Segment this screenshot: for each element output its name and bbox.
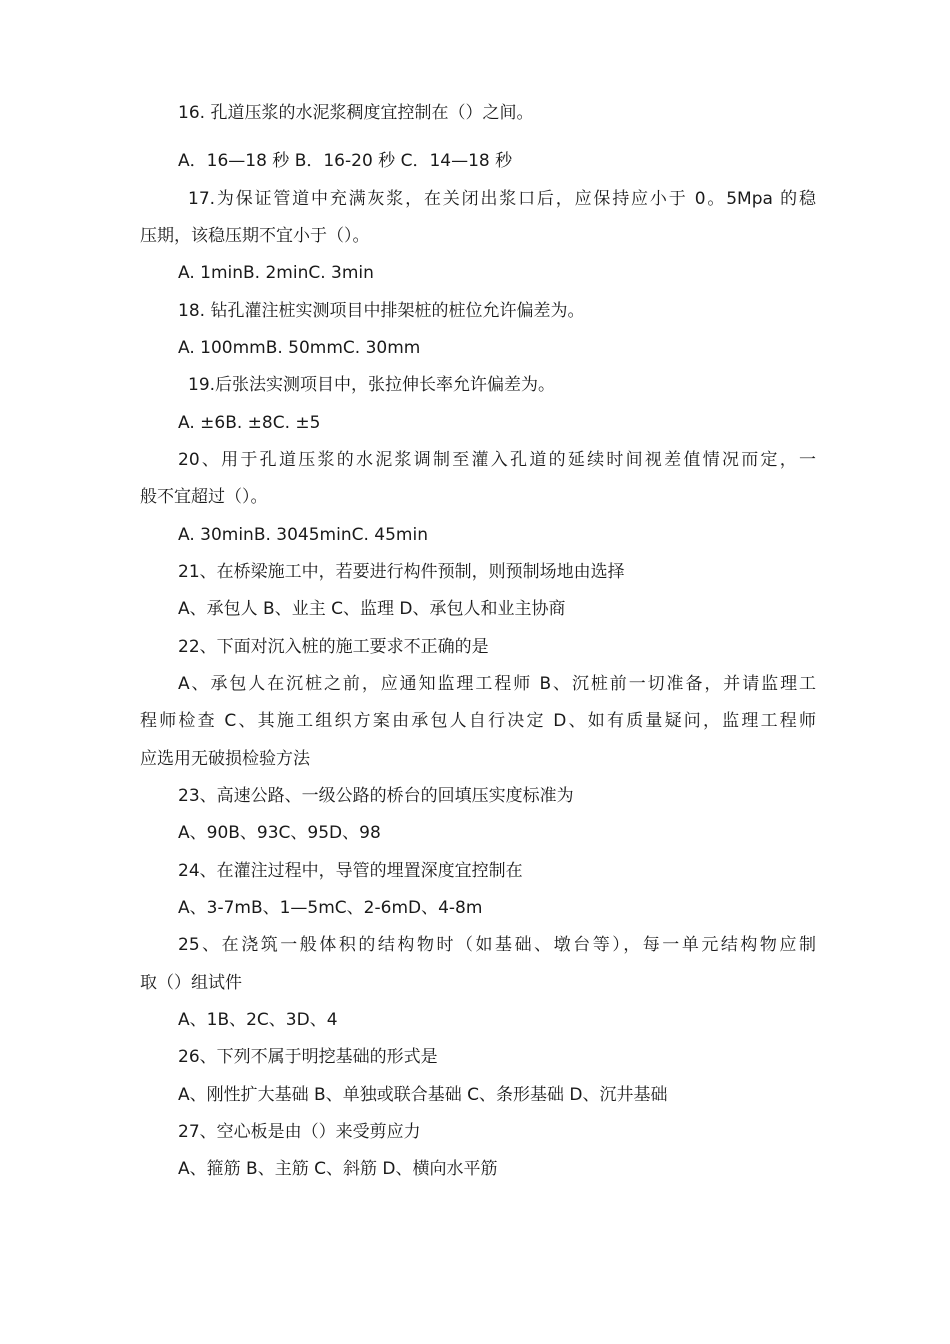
options-21: A、承包人 B、业主 C、监理 D、承包人和业主协商 bbox=[178, 599, 566, 619]
options-22-line3: 应选用无破损检验方法 bbox=[140, 749, 310, 769]
options-22-line1: A、承包人在沉桩之前，应通知监理工程师 B、沉桩前一切准备，并请监理工 bbox=[178, 674, 816, 694]
question-25-line1: 25、在浇筑一般体积的结构物时（如基础、墩台等），每一单元结构物应制 bbox=[178, 935, 816, 955]
options-25: A、1B、2C、3D、4 bbox=[178, 1010, 338, 1030]
question-21: 21、在桥梁施工中，若要进行构件预制，则预制场地由选择 bbox=[178, 562, 625, 582]
options-17: A. 1minB. 2minC. 3min bbox=[178, 263, 374, 283]
options-27: A、箍筋 B、主筋 C、斜筋 D、横向水平筋 bbox=[178, 1159, 498, 1179]
question-23: 23、高速公路、一级公路的桥台的回填压实度标准为 bbox=[178, 786, 574, 806]
question-16: 16. 孔道压浆的水泥浆稠度宜控制在（）之间。 bbox=[178, 103, 534, 123]
question-26: 26、下列不属于明挖基础的形式是 bbox=[178, 1047, 438, 1067]
question-17-line2: 压期，该稳压期不宜小于（）。 bbox=[140, 226, 370, 246]
question-18: 18. 钻孔灌注桩实测项目中排架桩的桩位允许偏差为。 bbox=[178, 301, 585, 321]
question-24: 24、在灌注过程中，导管的埋置深度宜控制在 bbox=[178, 861, 523, 881]
question-17-line1: 17.为保证管道中充满灰浆，在关闭出浆口后，应保持应小于 0。5Mpa 的稳 bbox=[188, 189, 816, 209]
options-16: A．16—18 秒 B．16-20 秒 C．14—18 秒 bbox=[178, 151, 513, 171]
options-19: A. ±6B. ±8C. ±5 bbox=[178, 413, 321, 433]
question-22: 22、下面对沉入桩的施工要求不正确的是 bbox=[178, 637, 489, 657]
question-25-line2: 取（）组试件 bbox=[140, 973, 242, 993]
options-18: A. 100mmB. 50mmC. 30mm bbox=[178, 338, 421, 358]
question-20-line1: 20、用于孔道压浆的水泥浆调制至灌入孔道的延续时间视差值情况而定，一 bbox=[178, 450, 816, 470]
options-20: A. 30minB. 3045minC. 45min bbox=[178, 525, 428, 545]
options-24: A、3-7mB、1—5mC、2-6mD、4-8m bbox=[178, 898, 483, 918]
question-19: 19.后张法实测项目中，张拉伸长率允许偏差为。 bbox=[188, 375, 556, 395]
options-23: A、90B、93C、95D、98 bbox=[178, 823, 381, 843]
question-27: 27、空心板是由（）来受剪应力 bbox=[178, 1122, 421, 1142]
options-26: A、刚性扩大基础 B、单独或联合基础 C、条形基础 D、沉井基础 bbox=[178, 1085, 668, 1105]
question-20-line2: 般不宜超过（）。 bbox=[140, 487, 268, 507]
options-22-line2: 程师检查 C、其施工组织方案由承包人自行决定 D、如有质量疑问，监理工程师 bbox=[140, 711, 816, 731]
